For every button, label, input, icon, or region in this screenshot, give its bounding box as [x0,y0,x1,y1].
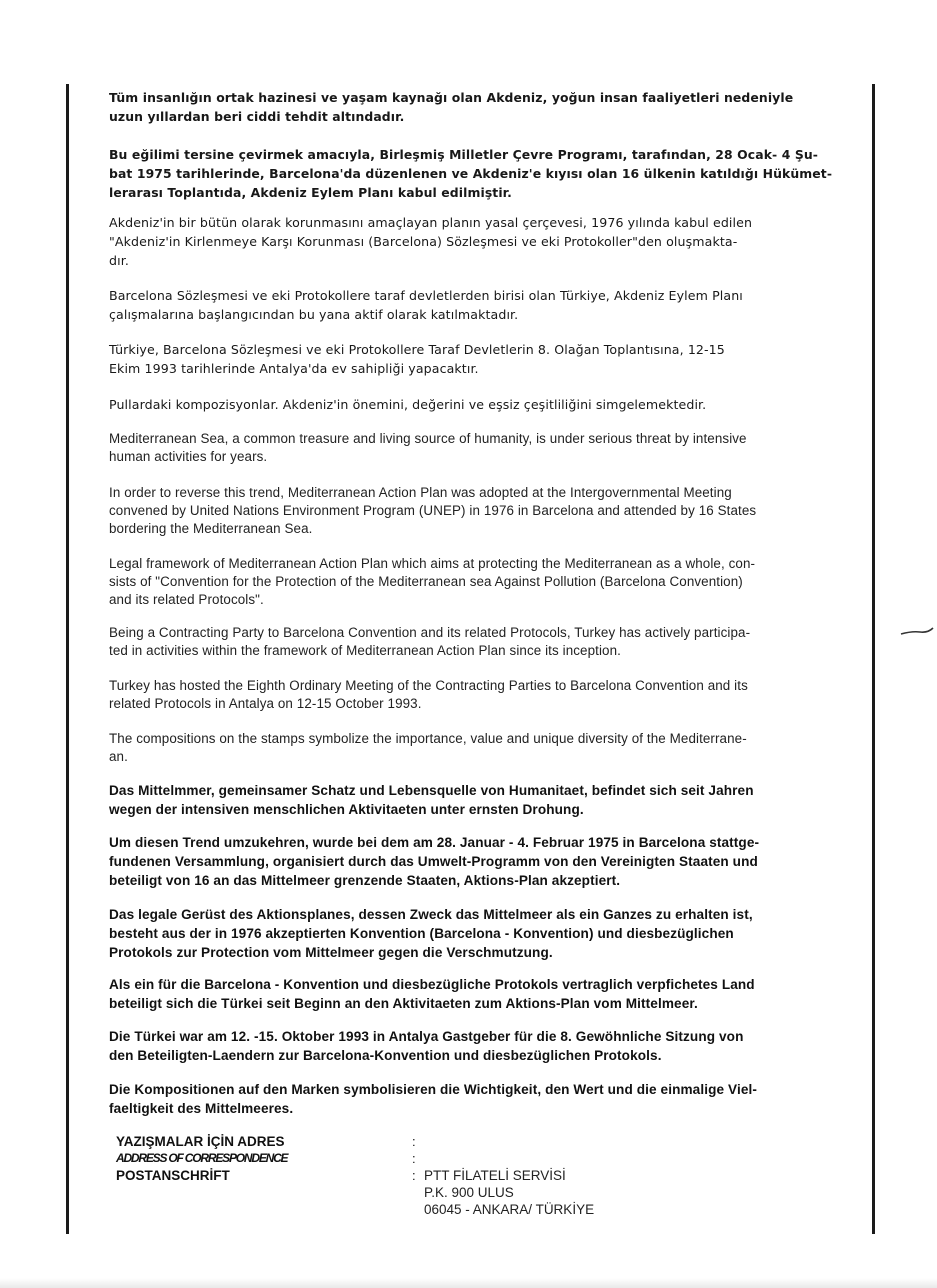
de-paragraph-6: Die Kompositionen auf den Marken symbolisieren die Wichtigkeit, den Wert und die einmalige Viel- faeltigkeit des Mittelmeeres. [109,1082,758,1116]
de-paragraph-5: Die Türkei war am 12. -15. Oktober 1993 in Antalya Gastgeber für die 8. Gewöhnliche Sitzung von den Beteiligten-Laendern zur Barcelona-Konvention und diesbezüglichen Protokols. [109,1029,744,1063]
address-colon-1: : [412,1134,416,1149]
address-line-1: PTT FİLATELİ SERVİSİ [424,1168,566,1183]
de-paragraph-4: Als ein für die Barcelona - Konvention und diesbezügliche Protokols vertraglich verpfichetes Land beteiligt sich die Türkei seit Beginn an den Aktivitaeten zum Aktions-Plan vom Mittelmeer. [109,977,755,1011]
left-margin-rule [66,84,69,1234]
tr-paragraph-1: Tüm insanlığın ortak hazinesi ve yaşam kaynağı olan Akdeniz, yoğun insan faaliyetleri nedeniyle uzun yıllardan beri ciddi tehdit altındadır. [109,90,794,124]
address-colon-3: : [412,1168,416,1183]
address-line-2: P.K. 900 ULUS [424,1185,514,1200]
en-paragraph-4: Being a Contracting Party to Barcelona Convention and its related Protocols, Turkey has actively participa- ted in activities within the framework of Mediterranean Action Plan since its inception. [109,625,751,658]
address-label-en: ADDRESS OF CORRESPONDENCE [116,1151,288,1165]
address-label-de: POSTANSCHRİFT [116,1168,230,1183]
address-label-tr: YAZIŞMALAR İÇİN ADRES [116,1134,285,1149]
tr-paragraph-3: Akdeniz'in bir bütün olarak korunmasını amaçlayan planın yasal çerçevesi, 1976 yılında kabul edilen "Akdeniz'in Kirlenmeye Karşı Korunması (Barcelona) Sözleşmesi ve eki Protokoller"den oluşmakta- dır. [109,215,753,268]
en-paragraph-6: The compositions on the stamps symbolize the importance, value and unique diversity of the Mediterrane- an. [109,731,747,764]
scan-bottom-edge [0,1278,937,1288]
en-paragraph-1: Mediterranean Sea, a common treasure and living source of humanity, is under serious threat by intensive human activities for years. [109,431,747,464]
address-line-3: 06045 - ANKARA/ TÜRKİYE [424,1202,595,1217]
en-paragraph-3: Legal framework of Mediterranean Action Plan which aims at protecting the Mediterranean as a whole, con- sists of "Convention for the Protection of the Mediterranean sea Against Pollution (Barcelona Convention) and its related Protocols". [109,556,756,607]
tr-paragraph-4: Barcelona Sözleşmesi ve eki Protokollere taraf devletlerden birisi olan Türkiye, Akdeniz Eylem Planı çalışmalarına başlangıcından bu yana aktif olarak katılmaktadır. [109,288,743,322]
tr-paragraph-2: Bu eğilimi tersine çevirmek amacıyla, Birleşmiş Milletler Çevre Programı, tarafından, 28 Ocak- 4 Şu- bat 1975 tarihlerinde, Barcelona'da düzenlenen ve Akdeniz'e kıyısı olan 16 ülkenin katıldığı Hükümet- lerarası Toplantıda, Akdeniz Eylem Planı kabul edilmiştir. [109,147,833,200]
de-paragraph-3: Das legale Gerüst des Aktionsplanes, dessen Zweck das Mittelmeer als ein Ganzes zu erhalten ist, besteht aus der in 1976 akzeptierten Konvention (Barcelona - Konvention) und diesbezüglichen Protokols zur Protection vom Mittelmeer gegen die Verschmutzung. [109,907,753,960]
de-paragraph-2: Um diesen Trend umzukehren, wurde bei dem am 28. Januar - 4. Februar 1975 in Barcelona stattge- fundenen Versammlung, organisiert durch das Umwelt-Programm von den Vereinigten Staaten und beteiligt von 16 an das Mittelmeer grenzende Staaten, Aktions-Plan akzeptiert. [109,835,760,888]
tr-paragraph-6: Pullardaki kompozisyonlar. Akdeniz'in önemini, değerini ve eşsiz çeşitliliğini simgelemektedir. [109,397,707,412]
de-paragraph-1: Das Mittelmmer, gemeinsamer Schatz und Lebensquelle von Humanitaet, befindet sich seit Jahren wegen der intensiven menschlichen Aktivitaeten unter ernsten Drohung. [109,783,754,817]
address-colon-2: : [412,1151,416,1166]
scan-stray-mark [900,626,934,638]
right-margin-rule [872,84,875,1234]
tr-paragraph-5: Türkiye, Barcelona Sözleşmesi ve eki Protokollere Taraf Devletlerin 8. Olağan Toplantısına, 12-15 Ekim 1993 tarihlerinde Antalya'da ev sahipliği yapacaktır. [109,342,725,376]
en-paragraph-2: In order to reverse this trend, Mediterranean Action Plan was adopted at the Intergovernmental Meeting convened by United Nations Environment Program (UNEP) in 1976 in Barcelona and attended by 16 States bordering the Mediterranean Sea. [109,485,757,536]
en-paragraph-5: Turkey has hosted the Eighth Ordinary Meeting of the Contracting Parties to Barcelona Convention and its related Protocols in Antalya on 12-15 October 1993. [109,678,748,711]
